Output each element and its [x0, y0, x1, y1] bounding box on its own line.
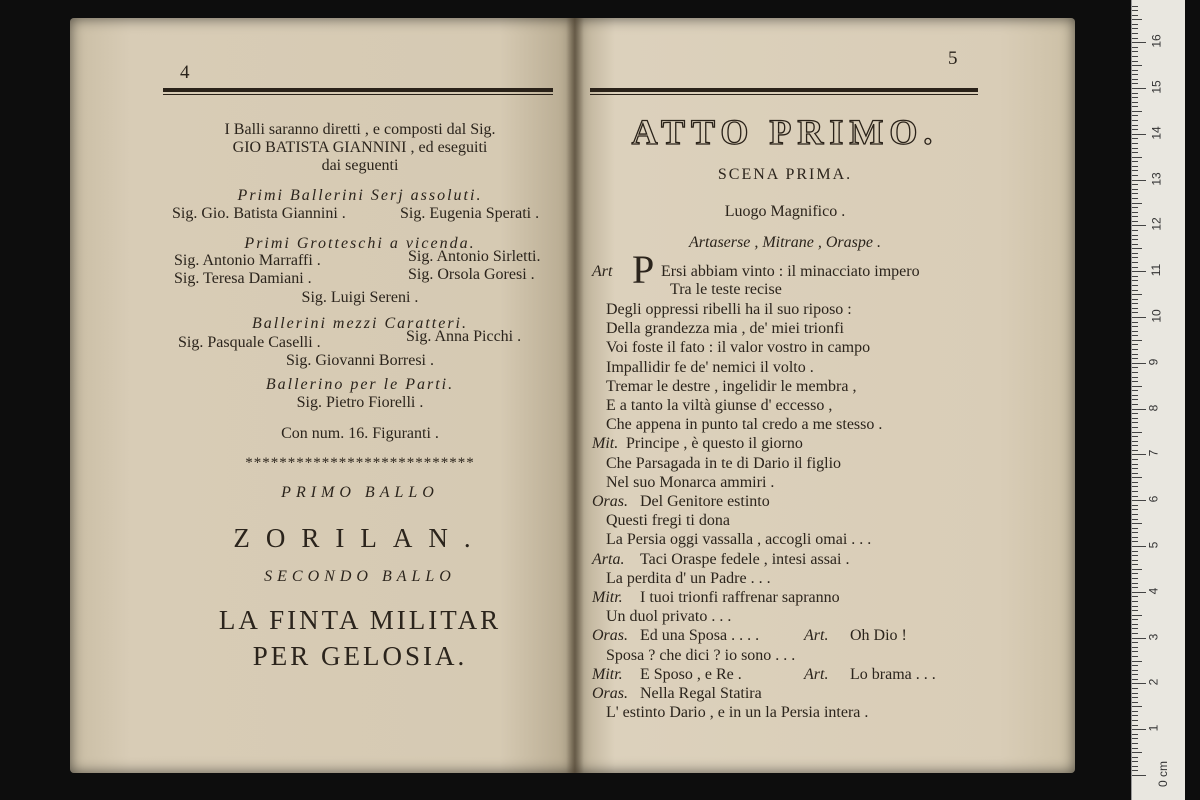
cast-name: Sig. Luigi Sereni . [301, 289, 419, 306]
ruler-tick [1132, 683, 1146, 684]
ruler-tick [1132, 573, 1138, 574]
verse-line: Oh Dio ! [850, 627, 907, 645]
cast-name: Sig. Pietro Fiorelli . [296, 394, 424, 411]
cast-name: Sig. Antonio Marraffi . [174, 252, 321, 269]
ruler-tick [1132, 624, 1138, 625]
right-page-number: 5 [948, 48, 958, 69]
ruler-tick [1132, 537, 1138, 538]
verse-line: Questi fregi ti dona [606, 512, 730, 530]
ruler-tick [1132, 93, 1138, 94]
ruler-tick [1132, 436, 1138, 437]
ruler-label: 12 [1149, 217, 1164, 232]
verse-line: Tra le teste recise [670, 281, 782, 298]
ruler-tick [1132, 257, 1138, 258]
verse-line: Della grandezza mia , de' miei trionfi [606, 320, 844, 338]
ruler-tick [1132, 715, 1138, 716]
ruler-tick [1132, 125, 1138, 126]
ruler-tick [1132, 97, 1138, 98]
verse-line: La Persia oggi vassalla , accogli omai . . . [606, 531, 872, 549]
ruler-label: 11 [1149, 263, 1164, 277]
ruler-tick [1132, 505, 1138, 506]
ruler-tick [1132, 592, 1146, 593]
ruler-tick [1132, 381, 1138, 382]
book-gutter [566, 18, 584, 773]
ruler-tick [1132, 134, 1146, 135]
ruler-tick [1132, 711, 1138, 712]
ruler-tick [1132, 445, 1138, 446]
ruler-tick [1132, 102, 1138, 103]
ruler-tick [1132, 418, 1138, 419]
ruler-tick [1132, 761, 1138, 762]
ruler-tick [1132, 88, 1146, 89]
ruler-tick [1132, 262, 1138, 263]
ruler-tick [1132, 157, 1142, 158]
ruler-tick [1132, 541, 1138, 542]
ruler-tick [1132, 386, 1142, 387]
ruler-tick [1132, 56, 1138, 57]
ruler-tick [1132, 775, 1146, 776]
ruler-label: 7 [1146, 450, 1161, 457]
ruler-tick [1132, 509, 1138, 510]
verse-line: Principe , è questo il giorno [626, 435, 803, 453]
ruler-tick [1132, 152, 1138, 153]
ruler-tick [1132, 61, 1138, 62]
scene-title: SCENA PRIMA. [717, 166, 853, 183]
ruler-tick [1132, 19, 1142, 20]
ruler-label: 3 [1146, 633, 1161, 640]
speaker-label: Mit. [592, 435, 619, 453]
ruler-tick [1132, 651, 1138, 652]
section-head-primi-ballerini: Primi Ballerini Serj assoluti. [237, 187, 483, 204]
verse-line: Lo brama . . . [850, 665, 936, 683]
verse-line: Nel suo Monarca ammiri . [606, 473, 775, 491]
ruler-tick [1132, 235, 1138, 236]
cast-name: Sig. Orsola Goresi . [408, 266, 535, 283]
ruler-tick [1132, 615, 1142, 616]
ruler-tick [1132, 491, 1138, 492]
ruler-tick [1132, 51, 1138, 52]
ruler-tick [1132, 395, 1138, 396]
ruler-tick [1132, 377, 1138, 378]
ruler-tick [1132, 464, 1138, 465]
verse-line: Voi foste il fato : il valor vostro in campo [606, 339, 871, 357]
ruler-tick [1132, 743, 1138, 744]
ruler-label: 15 [1149, 80, 1164, 94]
ruler-tick [1132, 129, 1138, 130]
verse-line: Taci Oraspe fedele , intesi assai . [640, 550, 850, 568]
ruler-tick [1132, 138, 1138, 139]
ruler-tick [1132, 647, 1138, 648]
ruler-tick [1132, 180, 1146, 181]
secondo-ballo-title-2: PER GELOSIA. [252, 641, 468, 671]
ruler-tick [1132, 47, 1138, 48]
speaker-label: Art. [804, 665, 829, 683]
left-header-rule [163, 88, 553, 92]
ruler-label: 9 [1146, 358, 1161, 366]
ruler-tick [1132, 702, 1138, 703]
star-divider: *************************** [245, 455, 475, 471]
verse-line: Sposa ? che dici ? io sono . . . [606, 646, 796, 664]
ruler-tick [1132, 212, 1138, 213]
primo-ballo-heading: PRIMO BALLO [281, 484, 439, 501]
ruler-tick [1132, 253, 1138, 254]
ruler-label: 8 [1146, 404, 1161, 411]
ruler-tick [1132, 83, 1138, 84]
ruler-tick [1132, 679, 1138, 680]
ruler-tick [1132, 175, 1138, 176]
ruler-tick [1132, 665, 1138, 666]
section-head-per-le-parti: Ballerino per le Parti. [265, 376, 455, 393]
speaker-label: Oras. [592, 685, 629, 702]
ruler-tick [1132, 642, 1138, 643]
ruler-tick [1132, 115, 1138, 116]
cast-name: Sig. Eugenia Sperati . [400, 205, 540, 222]
ruler-tick [1132, 413, 1138, 414]
measurement-ruler [1131, 0, 1185, 800]
ruler-tick [1132, 638, 1146, 639]
cast-name: Sig. Pasquale Caselli . [178, 334, 321, 351]
ruler-label: 14 [1149, 126, 1164, 140]
ruler-tick [1132, 148, 1138, 149]
verse-line: Ersi abbiam vinto : il minacciato impero [661, 263, 920, 280]
ruler-tick [1132, 106, 1138, 107]
speaker-label: Art. [804, 627, 829, 645]
secondo-ballo-title-1: LA FINTA MILITAR [218, 605, 502, 635]
ruler-tick [1132, 74, 1138, 75]
verse-line: Che Parsagada in te di Dario il figlio [606, 454, 842, 472]
ruler-tick [1132, 143, 1138, 144]
ruler-tick [1132, 161, 1138, 162]
ruler-tick [1132, 468, 1138, 469]
verse-line: Degli oppressi ribelli ha il suo riposo : [606, 301, 852, 318]
verse-line: E Sposo , e Re . [640, 665, 742, 683]
verse-line: Che appena in punto tal credo a me stesso . [606, 416, 883, 434]
ruler-tick [1132, 697, 1138, 698]
ruler-tick [1132, 766, 1138, 767]
ruler-tick [1132, 354, 1138, 355]
ruler-tick [1132, 70, 1138, 71]
ruler-tick [1132, 473, 1138, 474]
ruler-label: 4 [1146, 587, 1161, 595]
speaker-label: Oras. [592, 627, 629, 645]
ruler-label: 16 [1149, 34, 1164, 48]
ruler-tick [1132, 367, 1138, 368]
ruler-tick [1132, 606, 1138, 607]
ruler-tick [1132, 427, 1138, 428]
ruler-tick [1132, 340, 1142, 341]
ruler-label: 13 [1149, 171, 1164, 186]
ruler-label: 10 [1149, 309, 1164, 323]
ruler-tick [1132, 230, 1138, 231]
ruler-label: 2 [1146, 679, 1161, 686]
ruler-tick [1132, 404, 1138, 405]
ruler-tick [1132, 409, 1146, 410]
ruler-tick [1132, 207, 1138, 208]
ruler-tick [1132, 532, 1138, 533]
ruler-tick [1132, 587, 1138, 588]
primo-ballo-title: ZORILAN. [233, 523, 487, 553]
ruler-tick [1132, 578, 1138, 579]
ruler-tick [1132, 720, 1138, 721]
verse-line: Nella Regal Statira [640, 685, 762, 702]
speaker-label: Art [592, 263, 613, 280]
ruler-tick [1132, 189, 1138, 190]
ruler-tick [1132, 166, 1138, 167]
ruler-tick [1132, 248, 1142, 249]
ruler-tick [1132, 523, 1142, 524]
ruler-tick [1132, 358, 1138, 359]
ruler-tick [1132, 555, 1138, 556]
ruler-tick [1132, 693, 1138, 694]
ruler-tick [1132, 170, 1138, 171]
ruler-tick [1132, 496, 1138, 497]
ruler-tick [1132, 312, 1138, 313]
ruler-tick [1132, 674, 1138, 675]
cast-name: Sig. Gio. Batista Giannini . [172, 205, 346, 222]
ruler-tick [1132, 628, 1138, 629]
ruler-tick [1132, 198, 1138, 199]
ruler-tick [1132, 619, 1138, 620]
ruler-tick [1132, 564, 1138, 565]
ruler-tick [1132, 111, 1142, 112]
ruler-tick [1132, 290, 1138, 291]
ruler-tick [1132, 322, 1138, 323]
ruler-tick [1132, 752, 1142, 753]
ruler-tick [1132, 372, 1138, 373]
ruler-tick [1132, 216, 1138, 217]
ruler-tick [1132, 560, 1138, 561]
ruler-tick [1132, 308, 1138, 309]
right-header-rule [590, 88, 978, 92]
drop-cap: P [632, 247, 655, 292]
speaker-label: Mitr. [592, 665, 623, 683]
ruler-tick [1132, 317, 1146, 318]
cast-name: Sig. Teresa Damiani . [174, 270, 312, 287]
ruler-tick [1132, 738, 1138, 739]
ruler-tick [1132, 10, 1138, 11]
verse-line: E a tanto la viltà giunse d' eccesso , [606, 397, 833, 414]
speaker-label: Arta. [592, 550, 625, 568]
ruler-tick [1132, 551, 1138, 552]
intro-line-3: dai seguenti [321, 157, 399, 174]
ruler-tick [1132, 276, 1138, 277]
ruler-tick [1132, 519, 1138, 520]
speaker-label: Mitr. [592, 589, 623, 606]
ruler-tick [1132, 486, 1138, 487]
ruler-tick [1132, 514, 1138, 515]
verse-line: L' estinto Dario , e in un la Persia intera . [606, 704, 869, 722]
section-head-primi-grotteschi: Primi Grotteschi a vicenda. [244, 235, 476, 252]
ruler-tick [1132, 349, 1138, 350]
ruler-tick [1132, 459, 1138, 460]
ruler-tick [1132, 225, 1146, 226]
scene-location: Luogo Magnifico . [724, 203, 846, 220]
ruler-tick [1132, 770, 1138, 771]
ruler-tick [1132, 221, 1138, 222]
ruler-tick [1132, 203, 1142, 204]
ruler-tick [1132, 441, 1138, 442]
ruler-tick [1132, 729, 1146, 730]
ruler-tick [1132, 363, 1146, 364]
ruler-tick [1132, 79, 1138, 80]
ruler-tick [1132, 500, 1146, 501]
cast-name: Sig. Antonio Sirletti. [408, 248, 541, 265]
ruler-tick [1132, 326, 1138, 327]
intro-line-1: I Balli saranno diretti , e composti dal Sig. [224, 121, 496, 138]
ruler-tick [1132, 583, 1138, 584]
verse-line: La perdita d' un Padre . . . [606, 569, 771, 587]
figuranti-line: Con num. 16. Figuranti . [281, 425, 439, 442]
ruler-tick [1132, 569, 1142, 570]
cast-name: Sig. Anna Picchi . [406, 328, 522, 345]
ruler-tick [1132, 482, 1138, 483]
verse-line: Un duol privato . . . [606, 608, 732, 626]
ruler-tick [1132, 450, 1138, 451]
ruler-tick [1132, 42, 1146, 43]
ruler-tick [1132, 280, 1138, 281]
ruler-tick [1132, 528, 1138, 529]
intro-line-2: GIO BATISTA GIANNINI , ed eseguiti [232, 139, 488, 156]
ruler-tick [1132, 454, 1146, 455]
ruler-tick [1132, 267, 1138, 268]
ruler-tick [1132, 294, 1142, 295]
ruler-tick [1132, 390, 1138, 391]
ruler-tick [1132, 303, 1138, 304]
ruler-tick [1132, 331, 1138, 332]
ruler-label: 1 [1146, 724, 1161, 732]
ruler-tick [1132, 633, 1138, 634]
ruler-tick [1132, 184, 1138, 185]
ruler-tick [1132, 65, 1142, 66]
ruler-tick [1132, 344, 1138, 345]
ruler-label: 5 [1146, 541, 1161, 549]
verse-line: Impallidir fe de' nemici il volto . [606, 358, 814, 376]
verse-line: I tuoi trionfi raffrenar sapranno [640, 589, 840, 606]
ruler-tick [1132, 656, 1138, 657]
ruler-tick [1132, 239, 1138, 240]
ruler-tick [1132, 28, 1138, 29]
left-page-number: 4 [180, 62, 190, 83]
ruler-tick [1132, 610, 1138, 611]
ruler-tick [1132, 120, 1138, 121]
ruler-tick [1132, 748, 1138, 749]
ruler-tick [1132, 193, 1138, 194]
ruler-tick [1132, 670, 1138, 671]
ruler-tick [1132, 6, 1138, 7]
ruler-tick [1132, 734, 1138, 735]
ruler-tick [1132, 477, 1142, 478]
act-title: ATTO PRIMO. [631, 112, 939, 152]
ruler-tick [1132, 15, 1138, 16]
ruler-tick [1132, 601, 1138, 602]
ruler-tick [1132, 546, 1146, 547]
ruler-label: 0 cm [1156, 760, 1171, 788]
ruler-tick [1132, 285, 1138, 286]
section-head-mezzi-caratteri: Ballerini mezzi Caratteri. [252, 315, 468, 332]
ruler-tick [1132, 596, 1138, 597]
speaker-label: Oras. [592, 493, 629, 510]
ruler-label: 6 [1146, 495, 1161, 503]
ruler-tick [1132, 706, 1142, 707]
ruler-tick [1132, 271, 1146, 272]
ruler-tick [1132, 757, 1138, 758]
ruler-tick [1132, 244, 1138, 245]
ruler-tick [1132, 33, 1138, 34]
secondo-ballo-heading: SECONDO BALLO [264, 568, 456, 585]
ruler-tick [1132, 399, 1138, 400]
ruler-tick [1132, 432, 1142, 433]
ruler-tick [1132, 688, 1138, 689]
verse-line: Del Genitore estinto [640, 493, 770, 510]
ruler-tick [1132, 335, 1138, 336]
verse-line: Ed una Sposa . . . . [640, 627, 760, 645]
ruler-tick [1132, 725, 1138, 726]
ruler-tick [1132, 24, 1138, 25]
verse-line: Tremar le destre , ingelidir le membra , [606, 377, 857, 395]
cast-name: Sig. Giovanni Borresi . [286, 352, 434, 369]
ruler-tick [1132, 422, 1138, 423]
ruler-tick [1132, 38, 1138, 39]
scene-characters: Artaserse , Mitrane , Oraspe . [689, 234, 881, 251]
ruler-tick [1132, 299, 1138, 300]
ruler-tick [1132, 661, 1142, 662]
